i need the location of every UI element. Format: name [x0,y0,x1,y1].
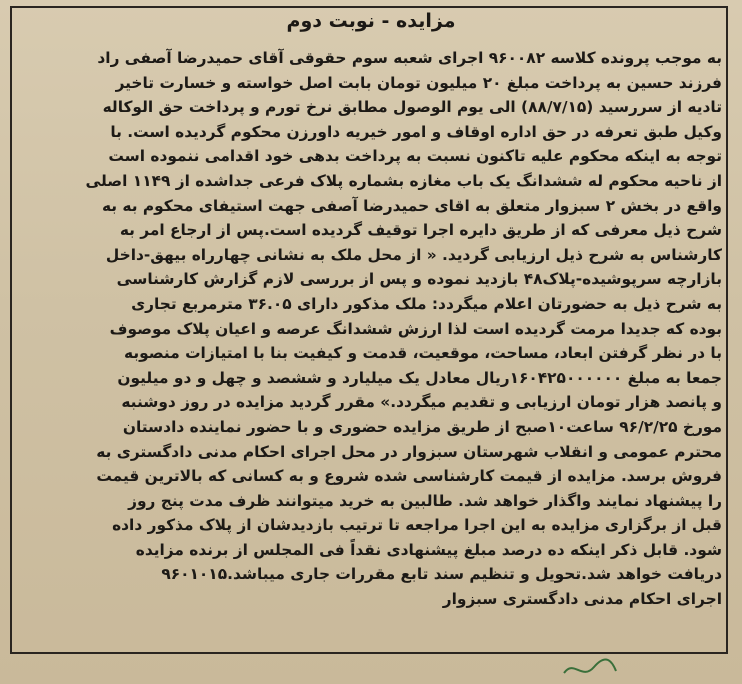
notice-title: مزایده - نوبت دوم [286,10,456,32]
notice-line: دریافت خواهد شد.تحویل و تنظیم سند تابع مقررات جاری میباشد.۹۶۰۱۰۱۵ [161,565,722,584]
notice-line: بازارچه سرپوشیده-پلاک۴۸ بازدید نموده و پس از بررسی لازم گزارش کارشناسی [116,270,722,289]
notice-line: و پانصد هزار تومان ارزیابی و تقدیم میگردد.» مقرر گردید مزایده در روز دوشنبه [121,393,722,412]
notice-line: بوده که جدیدا مرمت گردیده است لذا ارزش ششدانگ عرصه و اعیان پلاک موصوف [109,319,722,338]
notice-body [22,46,722,612]
notice-line: تادیه از سررسید (۸۸/۷/۱۵) الی یوم الوصول مطابق نرخ تورم و پرداخت حق الوکاله [102,98,722,117]
notice-line: از ناحیه محکوم له ششدانگ یک باب مغازه بشماره پلاک فرعی جداشده از ۱۱۴۹ اصلی [85,171,722,190]
notice-line: اجرای احکام مدنی دادگستری سبزوار [442,590,722,609]
notice-line: شود. قابل ذکر اینکه ده درصد مبلغ پیشنهادی نقداً فی المجلس از برنده مزایده [135,540,722,559]
notice-line: واقع در بخش ۲ سبزوار متعلق به اقای حمیدرضا آصفی جهت استیفای محکوم به به [101,196,722,215]
notice-line: وکیل طبق تعرفه در حق اداره اوقاف و امور خیریه داورزن محکوم گردیده است. با [110,122,722,141]
notice-line: با در نظر گرفتن ابعاد، مساحت، موقعیت، قدمت و کیفیت بنا با امتیازات منصوبه [123,344,722,363]
notice-line: محترم عمومی و انقلاب شهرستان سبزوار در محل اجرای احکام مدنی دادگستری به [96,442,722,461]
notice-line: کارشناس به شرح ذیل ارزیابی گردید. « از محل ملک به نشانی چهارراه بیهق-داخل [105,245,722,264]
notice-line: را پیشنهاد نمایند واگذار خواهد شد. طالبین به خرید میتوانند ظرف مدت پنج روز [128,491,722,510]
notice-line: توجه به اینکه محکوم علیه تاکنون نسبت به پرداخت بدهی خود اقدامی ننموده است [108,147,722,166]
notice-line: مورخ ۹۶/۲/۲۵ ساعت۱۰صبح از طریق مزایده حضوری و با حضور نماینده دادستان [122,417,722,436]
notice-line: به موجب پرونده کلاسه ۹۶۰۰۸۲ اجرای شعبه سوم حقوقی آقای حمیدرضا آصفی راد [97,49,722,67]
pen-mark-icon [560,655,620,681]
notice-line: جمعا به مبلغ ۱۶۰۴۲۵۰۰۰۰۰۰ریال معادل یک میلیارد و ششصد و چهل و دو میلیون [117,368,722,387]
notice-line: فروش برسد. مزایده از قیمت کارشناسی شده شروع و به کسانی که بالاترین قیمت [96,467,722,486]
notice-line: فرزند حسین به پرداخت مبلغ ۲۰ میلیون تومان بابت اصل خواسته و خسارت تاخیر [115,73,722,92]
notice-line: به شرح ذیل به حضورتان اعلام میگردد: ملک مذکور دارای ۳۶.۰۵ مترمربع تجاری [131,294,722,313]
notice-line: قبل از برگزاری مزایده به این اجرا مراجعه تا ترتیب بازدیدشان از پلاک مذکور داده [112,516,722,535]
notice-line: شرح ذیل معرفی که از طریق دایره اجرا توقیف گردیده است.پس از ارجاع امر به [119,221,722,240]
